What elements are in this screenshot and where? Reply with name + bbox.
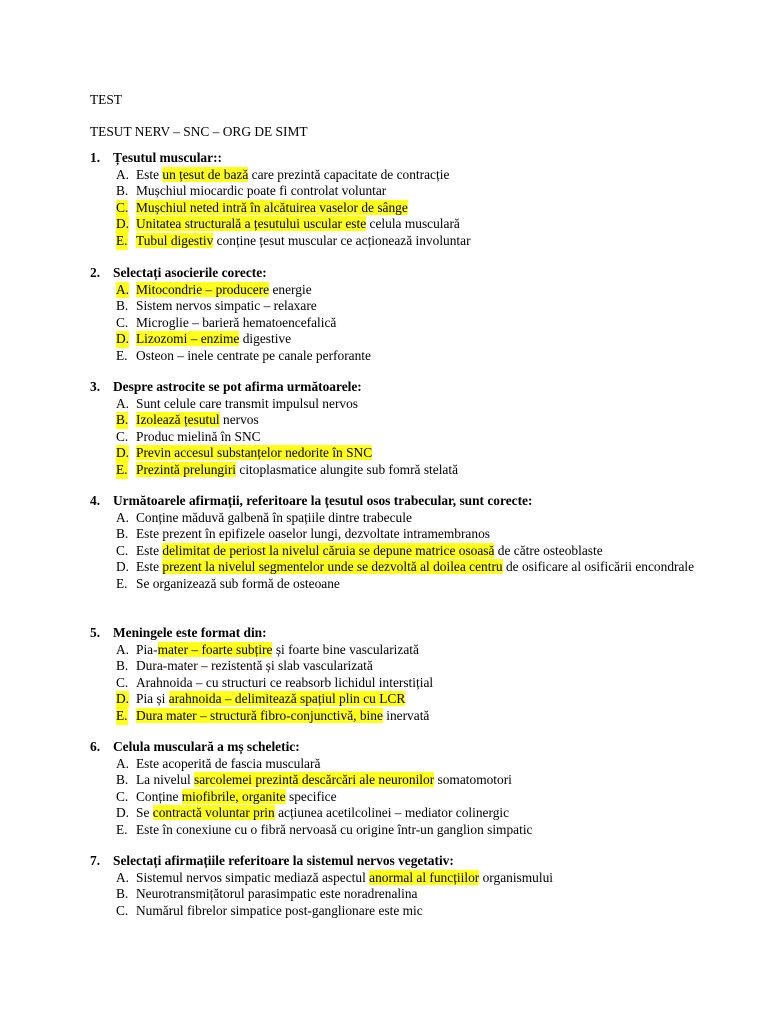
- doc-title: TEST: [90, 92, 122, 107]
- highlighted-text: Previn accesul substanțelor nedorite în SNC: [136, 445, 373, 461]
- answer-option: [90, 510, 730, 527]
- option-text: Produc mielină în SNC: [136, 428, 261, 444]
- option-text: La nivelul: [136, 772, 195, 788]
- highlighted-text: un țesut de bază: [162, 166, 249, 182]
- answer-option: [90, 526, 730, 543]
- answer-option: [90, 886, 730, 903]
- option-letter: C.: [116, 674, 129, 690]
- option-text: de către osteoblaste: [494, 542, 603, 558]
- question-text: Selectați afirmațiile referitoare la sistemul nervos vegetativ:: [113, 853, 454, 868]
- option-text: Sistemul nervos simpatic mediază aspectul: [136, 869, 370, 885]
- answer-option: [90, 756, 730, 773]
- question-text: Celula musculară a mș scheletic:: [113, 739, 300, 754]
- answer-options: [90, 396, 730, 479]
- option-text: celula musculară: [366, 216, 460, 232]
- option-letter: B.: [116, 298, 129, 314]
- option-letter: A.: [116, 281, 130, 297]
- option-letter: A.: [116, 641, 130, 657]
- answer-option: [90, 348, 730, 365]
- question-1: [90, 150, 730, 250]
- answer-option: [90, 396, 730, 413]
- answer-option: [90, 200, 730, 217]
- option-text: energie: [269, 281, 312, 297]
- option-text: Microglie – barieră hematoencefalică: [136, 314, 337, 330]
- question-text: Selectați asocierile corecte:: [113, 265, 267, 280]
- question-6: [90, 739, 730, 839]
- question-text: Țesutul muscular::: [113, 150, 222, 165]
- answer-option: [90, 282, 730, 299]
- question-number: 7.: [90, 853, 101, 868]
- doc-subtitle: TESUT NERV – SNC – ORG DE SIMT: [90, 124, 308, 139]
- option-text: Pia și: [136, 691, 169, 707]
- option-letter: C.: [116, 199, 129, 215]
- option-text: organismului: [479, 869, 554, 885]
- answer-option: [90, 772, 730, 789]
- option-letter: B.: [116, 658, 129, 674]
- question-2: [90, 265, 730, 365]
- option-text: Este în conexiune cu o fibră nervoasă cu origine într-un ganglion simpatic: [136, 821, 533, 837]
- option-text: specifice: [285, 788, 337, 804]
- option-text: Mușchiul miocardic poate fi controlat voluntar: [136, 183, 387, 199]
- option-letter: B.: [116, 886, 129, 902]
- question-title: [90, 625, 730, 642]
- question-text: Următoarele afirmații, referitoare la țesutul osos trabecular, sunt corecte:: [113, 493, 533, 508]
- highlighted-text: arahnoida – delimitează spațiul plin cu LCR: [168, 691, 406, 707]
- option-letter: B.: [116, 183, 129, 199]
- option-text: Sunt celule care transmit impulsul nervos: [136, 395, 359, 411]
- answer-option: [90, 691, 730, 708]
- answer-options: [90, 510, 730, 593]
- highlighted-text: anormal al funcțiilor: [369, 869, 480, 885]
- option-text: Este: [136, 559, 163, 575]
- option-text: Dura-mater – rezistentă și slab vascularizată: [136, 658, 373, 674]
- highlighted-text: delimitat de periost la nivelul căruia se depune matrice osoasă: [162, 542, 495, 558]
- question-number: 6.: [90, 739, 101, 754]
- option-letter: C.: [116, 788, 129, 804]
- answer-option: [90, 576, 730, 593]
- option-letter: C.: [116, 542, 129, 558]
- option-letter: D.: [116, 445, 130, 461]
- question-number: 1.: [90, 150, 101, 165]
- highlighted-text: mater – foarte subțire: [157, 641, 273, 657]
- option-text: Este: [136, 166, 163, 182]
- question-title: [90, 739, 730, 756]
- option-text: Neurotransmițătorul parasimpatic este noradrenalina: [136, 886, 418, 902]
- highlighted-text: prezent la nivelul segmentelor unde se dezvoltă al doilea centru: [162, 559, 503, 575]
- highlighted-text: Dura mater – structură fibro-conjunctivă, bine: [136, 707, 383, 723]
- question-title: [90, 379, 730, 396]
- answer-option: [90, 429, 730, 446]
- question-4: [90, 493, 730, 593]
- option-text: somatomotori: [434, 772, 512, 788]
- option-letter: D.: [116, 216, 130, 232]
- answer-options: [90, 282, 730, 365]
- answer-option: [90, 559, 730, 576]
- answer-option: [90, 183, 730, 200]
- question-title: [90, 853, 730, 870]
- answer-options: [90, 642, 730, 725]
- highlighted-text: sarcolemei prezintă descărcări ale neuronilor: [194, 772, 435, 788]
- question-title: [90, 265, 730, 282]
- answer-option: [90, 903, 730, 920]
- option-text: Pia-: [136, 641, 158, 657]
- option-text: Conține: [136, 788, 182, 804]
- option-text: acțiunea acetilcolinei – mediator colinergic: [274, 805, 510, 821]
- highlighted-text: Mitocondrie – producere: [136, 281, 270, 297]
- option-text: Sistem nervos simpatic – relaxare: [136, 298, 317, 314]
- question-title: [90, 150, 730, 167]
- question-title: [90, 493, 730, 510]
- highlighted-text: Mușchiul neted intră în alcătuirea vaselor de sânge: [136, 199, 408, 215]
- option-letter: E.: [116, 707, 128, 723]
- option-letter: E.: [116, 821, 128, 837]
- answer-option: [90, 331, 730, 348]
- answer-option: [90, 315, 730, 332]
- question-number: 3.: [90, 379, 101, 394]
- option-letter: A.: [116, 166, 130, 182]
- option-letter: D.: [116, 559, 130, 575]
- question-text: Meningele este format din:: [113, 625, 267, 640]
- option-text: Se organizează sub formă de osteoane: [136, 575, 340, 591]
- option-letter: A.: [116, 395, 130, 411]
- option-letter: C.: [116, 428, 129, 444]
- option-text: Numărul fibrelor simpatice post-ganglionare este mic: [136, 902, 423, 918]
- answer-options: [90, 756, 730, 839]
- option-letter: B.: [116, 772, 129, 788]
- answer-option: [90, 167, 730, 184]
- option-text: Arahnoida – cu structuri ce reabsorb lichidul interstițial: [136, 674, 434, 690]
- answer-option: [90, 412, 730, 429]
- answer-option: [90, 298, 730, 315]
- option-text: inervată: [382, 707, 430, 723]
- option-text: digestive: [239, 331, 292, 347]
- option-text: și foarte bine vascularizată: [272, 641, 419, 657]
- option-letter: E.: [116, 461, 128, 477]
- answer-option: [90, 870, 730, 887]
- question-3: [90, 379, 730, 479]
- option-text: Este: [136, 542, 163, 558]
- question-number: 4.: [90, 493, 101, 508]
- answer-option: [90, 543, 730, 560]
- answer-option: [90, 233, 730, 250]
- highlighted-text: contractă voluntar prin: [152, 805, 275, 821]
- option-text: de osificare al osificării encondrale: [502, 559, 695, 575]
- question-5: [90, 625, 730, 725]
- option-letter: E.: [116, 347, 128, 363]
- option-text: Este prezent în epifizele oaselor lungi, dezvoltate intramembranos: [136, 526, 490, 542]
- answer-option: [90, 805, 730, 822]
- option-text: citoplasmatice alungite sub fomră stelată: [236, 461, 459, 477]
- answer-options: [90, 870, 730, 920]
- answer-option: [90, 822, 730, 839]
- option-text: care prezintă capacitate de contracție: [248, 166, 450, 182]
- question-text: Despre astrocite se pot afirma următoarele:: [113, 379, 362, 394]
- option-text: conține țesut muscular ce acționează involuntar: [213, 232, 471, 248]
- option-letter: C.: [116, 902, 129, 918]
- option-letter: C.: [116, 314, 129, 330]
- answer-option: [90, 445, 730, 462]
- option-letter: A.: [116, 755, 130, 771]
- option-letter: E.: [116, 232, 128, 248]
- question-number: 2.: [90, 265, 101, 280]
- answer-option: [90, 642, 730, 659]
- answer-option: [90, 675, 730, 692]
- option-text: Se: [136, 805, 153, 821]
- highlighted-text: Tubul digestiv: [136, 232, 214, 248]
- option-text: Osteon – inele centrate pe canale perforante: [136, 347, 371, 363]
- question-number: 5.: [90, 625, 101, 640]
- option-letter: D.: [116, 331, 130, 347]
- option-text: Este acoperită de fascia musculară: [136, 755, 321, 771]
- answer-option: [90, 708, 730, 725]
- option-text: Conține măduvă galbenă în spațiile dintre trabecule: [136, 509, 412, 525]
- option-letter: B.: [116, 526, 129, 542]
- option-letter: A.: [116, 509, 130, 525]
- option-letter: E.: [116, 575, 128, 591]
- answer-option: [90, 216, 730, 233]
- option-letter: A.: [116, 869, 130, 885]
- option-letter: D.: [116, 691, 130, 707]
- option-letter: B.: [116, 412, 129, 428]
- answer-option: [90, 658, 730, 675]
- highlighted-text: miofibrile, organite: [181, 788, 286, 804]
- question-7: [90, 853, 730, 919]
- answer-option: [90, 462, 730, 479]
- option-text: nervos: [219, 412, 259, 428]
- highlighted-text: Unitatea structurală a țesutului uscular este: [136, 216, 367, 232]
- answer-option: [90, 789, 730, 806]
- answer-options: [90, 167, 730, 250]
- highlighted-text: Izolează țesutul: [136, 412, 220, 428]
- option-letter: D.: [116, 805, 130, 821]
- highlighted-text: Lizozomi – enzime: [136, 331, 240, 347]
- highlighted-text: Prezintă prelungiri: [136, 461, 237, 477]
